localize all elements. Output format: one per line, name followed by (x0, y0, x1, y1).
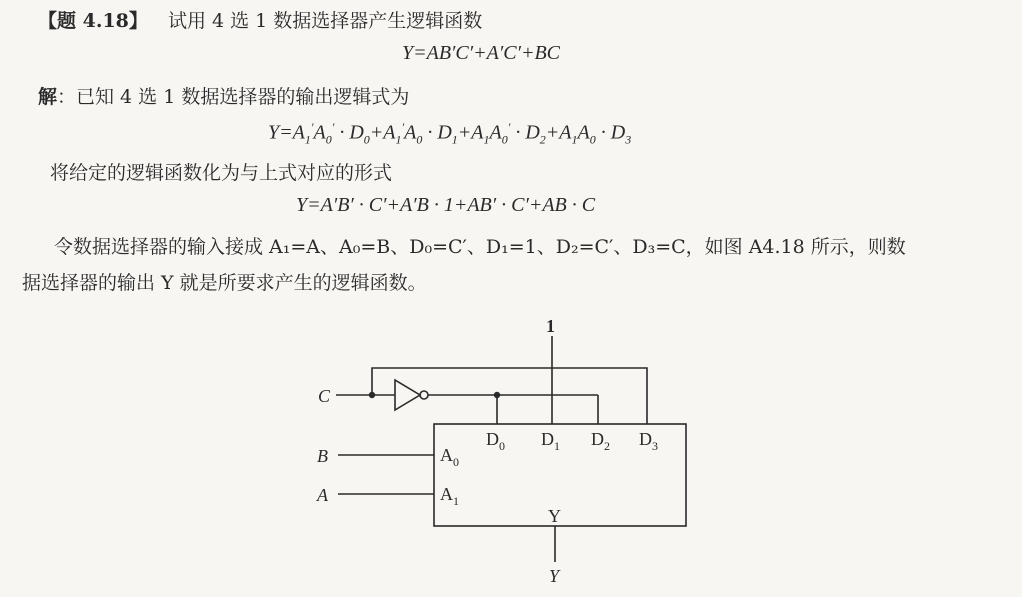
pin-d1: $D_1$ (541, 429, 560, 453)
pin-y: Y (548, 506, 561, 526)
label-a: A (317, 485, 328, 505)
label-b: B (317, 446, 328, 466)
solution-intro-text: ：已知 4 选 1 数据选择器的输出逻辑式为 (57, 86, 410, 108)
c-to-d3-wire (372, 368, 647, 424)
problem-statement: 试用 4 选 1 数据选择器产生逻辑函数 (167, 10, 483, 32)
label-const-one: 1 (546, 316, 555, 336)
pin-d3: $D_3$ (639, 429, 658, 453)
label-c: C (318, 386, 331, 406)
problem-tag: 【题 4.18】 (38, 10, 148, 32)
label-y-output: Y (549, 566, 560, 586)
mux-output-equation: $Y=A_1'A_0' \cdot D_0+A_1'A_0 \cdot D_1+A_1A_0' \cdot D_2+A_1A_0 \cdot D_3$ (268, 120, 632, 147)
junction-dot-c (369, 392, 375, 398)
convert-text: 将给定的逻辑函数化为与上式对应的形式 (50, 162, 393, 184)
assign-line-2: 据选择器的输出 Y 就是所要求产生的逻辑函数。 (22, 272, 427, 294)
inverter-triangle (395, 380, 420, 410)
pin-d2: $D_2$ (591, 429, 610, 453)
pin-d0: $D_0$ (486, 429, 505, 453)
converted-equation: Y=A′B′ · C′+A′B · 1+AB′ · C′+AB · C (296, 194, 596, 216)
target-function: Y=AB′C′+A′C′+BC (402, 42, 560, 64)
pin-a0: $A_0$ (440, 445, 459, 469)
pin-a1: $A_1$ (440, 484, 459, 508)
junction-dot-cbar (494, 392, 500, 398)
solution-label: 解 (38, 86, 58, 108)
assign-line-1: 令数据选择器的输入接成 A₁=A、A₀=B、D₀=C′、D₁=1、D₂=C′、D₃=C，如图 A4.18 所示，则数 (54, 236, 906, 258)
